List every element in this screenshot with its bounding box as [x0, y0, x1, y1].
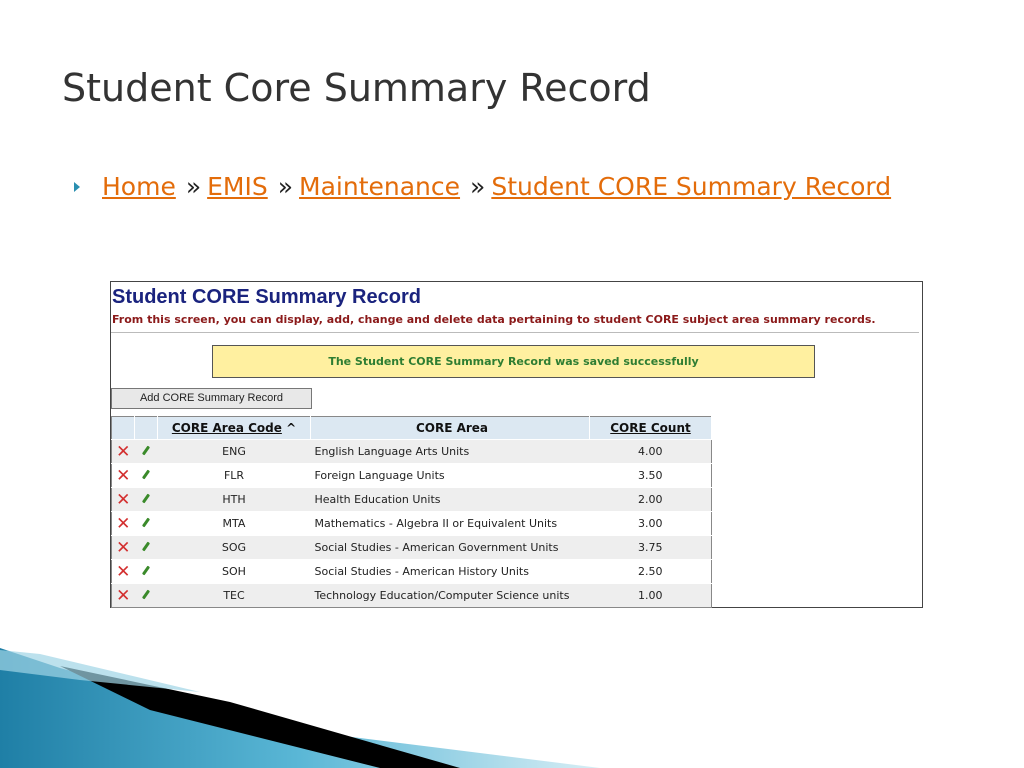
header-delete-col: [112, 417, 135, 440]
edit-cell: [135, 464, 158, 488]
page-title: Student CORE Summary Record: [112, 286, 421, 308]
cell-core-area-code: MTA: [158, 512, 311, 536]
divider: [111, 332, 919, 333]
pencil-edit-icon[interactable]: [142, 590, 150, 600]
cell-core-count: 4.00: [590, 440, 712, 464]
table-row: [112, 512, 712, 536]
delete-cell: [112, 440, 135, 464]
pencil-edit-icon[interactable]: [142, 542, 150, 552]
cell-core-count: 3.00: [590, 512, 712, 536]
pencil-edit-icon[interactable]: [142, 470, 150, 480]
table-row: [112, 536, 712, 560]
header-core-count[interactable]: CORE Count: [590, 417, 712, 440]
edit-cell: [135, 560, 158, 584]
cell-core-count: 2.00: [590, 488, 712, 512]
breadcrumb-emis-link[interactable]: EMIS: [207, 172, 268, 201]
delete-x-icon[interactable]: ✕: [116, 489, 131, 510]
cell-core-count: 2.50: [590, 560, 712, 584]
cell-core-area: Technology Education/Computer Science units: [311, 584, 590, 608]
delete-x-icon[interactable]: ✕: [116, 513, 131, 534]
header-edit-col: [135, 417, 158, 440]
cell-core-area-code: ENG: [158, 440, 311, 464]
delete-x-icon[interactable]: ✕: [116, 537, 131, 558]
header-core-area-code-label[interactable]: CORE Area Code: [171, 421, 282, 435]
breadcrumb-maintenance-link[interactable]: Maintenance: [299, 172, 461, 201]
delete-x-icon[interactable]: ✕: [116, 561, 131, 582]
table-header-row: [112, 417, 712, 440]
cell-core-area: Social Studies - American Government Units: [311, 536, 590, 560]
breadcrumb-separator: »: [185, 172, 202, 201]
cell-core-area: Social Studies - American History Units: [311, 560, 590, 584]
cell-core-area: Health Education Units: [311, 488, 590, 512]
pencil-edit-icon[interactable]: [142, 566, 150, 576]
breadcrumb-core-summary-link[interactable]: Student CORE Summary Record: [491, 172, 892, 201]
header-core-area-code[interactable]: [158, 417, 311, 440]
edit-cell: [135, 488, 158, 512]
edit-cell: [135, 440, 158, 464]
delete-cell: [112, 584, 135, 608]
breadcrumb-separator: »: [470, 172, 486, 201]
edit-cell: [135, 536, 158, 560]
table-row: [112, 464, 712, 488]
cell-core-area-code: FLR: [158, 464, 311, 488]
screenshot-frame: [110, 281, 923, 608]
cell-core-area: English Language Arts Units: [311, 440, 590, 464]
core-summary-table: [111, 416, 712, 608]
table-row: [112, 488, 712, 512]
pencil-edit-icon[interactable]: [142, 518, 150, 528]
delete-cell: [112, 512, 135, 536]
cell-core-area-code: SOH: [158, 560, 311, 584]
cell-core-area-code: TEC: [158, 584, 311, 608]
cell-core-count: 1.00: [590, 584, 712, 608]
cell-core-area-code: HTH: [158, 488, 311, 512]
delete-x-icon[interactable]: ✕: [116, 441, 131, 462]
breadcrumb-separator: »: [277, 172, 294, 201]
table-body: [112, 440, 712, 608]
sort-ascending-icon[interactable]: ^: [286, 421, 297, 435]
success-message: The Student CORE Summary Record was saved successfully: [212, 345, 815, 378]
edit-cell: [135, 584, 158, 608]
cell-core-count: 3.75: [590, 536, 712, 560]
header-core-area: CORE Area: [311, 417, 590, 440]
table-row: [112, 440, 712, 464]
delete-cell: [112, 536, 135, 560]
delete-cell: [112, 488, 135, 512]
edit-cell: [135, 512, 158, 536]
add-core-summary-button[interactable]: Add CORE Summary Record: [111, 388, 312, 409]
delete-cell: [112, 464, 135, 488]
breadcrumb: [74, 170, 894, 204]
delete-x-icon[interactable]: ✕: [116, 585, 131, 606]
cell-core-area: Foreign Language Units: [311, 464, 590, 488]
breadcrumb-home-link[interactable]: Home: [102, 172, 176, 201]
pencil-edit-icon[interactable]: [142, 494, 150, 504]
pencil-edit-icon[interactable]: [142, 446, 150, 456]
table-row: [112, 584, 712, 608]
cell-core-count: 3.50: [590, 464, 712, 488]
page-description: From this screen, you can display, add, change and delete data pertaining to student CORE subject area summary records.: [112, 313, 876, 326]
slide-title: Student Core Summary Record: [62, 66, 651, 110]
decorative-swoosh: [0, 640, 1024, 768]
table-row: [112, 560, 712, 584]
delete-cell: [112, 560, 135, 584]
triangle-bullet-icon: [74, 182, 80, 192]
cell-core-area-code: SOG: [158, 536, 311, 560]
delete-x-icon[interactable]: ✕: [116, 465, 131, 486]
cell-core-area: Mathematics - Algebra II or Equivalent Units: [311, 512, 590, 536]
